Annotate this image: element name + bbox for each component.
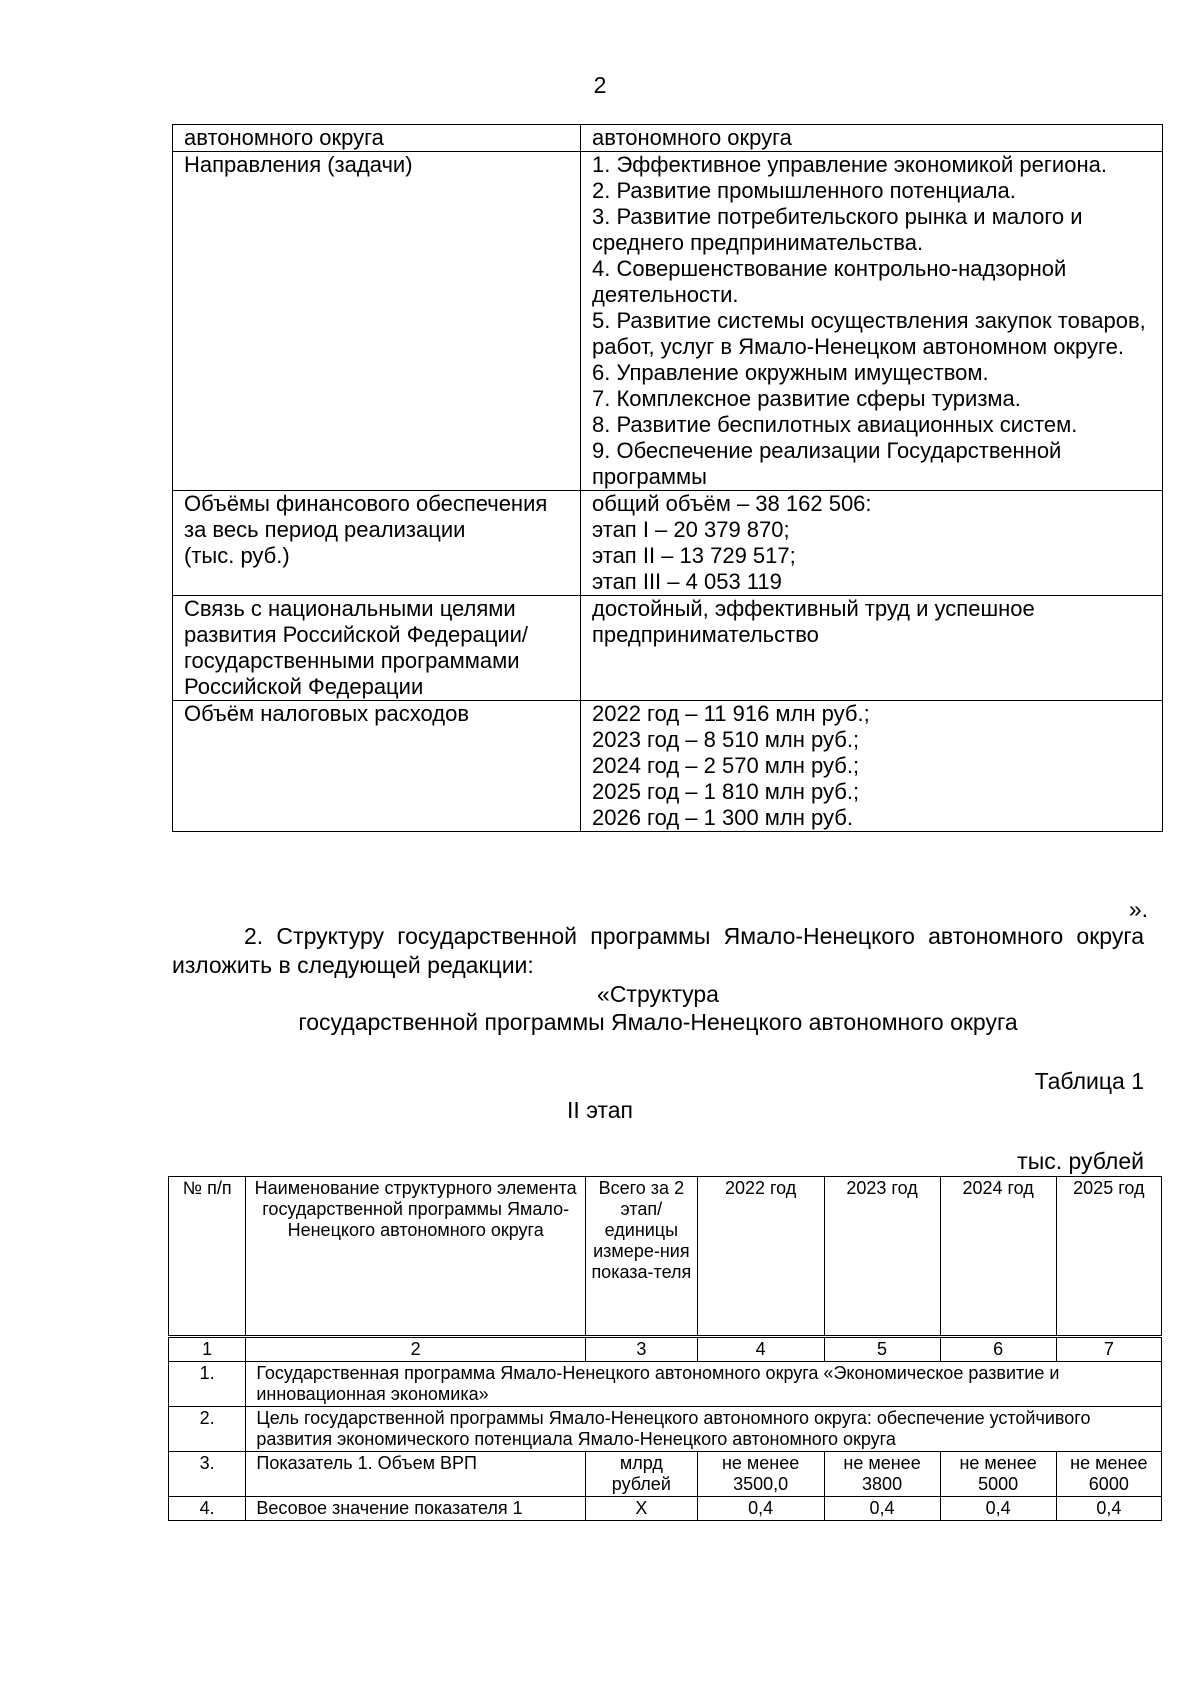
value-2024-cell: 0,4	[940, 1497, 1056, 1521]
value-2022-cell: не менее 3500,0	[697, 1452, 824, 1497]
passport-label-cell	[173, 596, 581, 701]
passport-value-line: этап II – 13 729 517;	[592, 543, 796, 568]
passport-value-line: 3. Развитие потребительского рынка и малого и среднего предпринимательства.	[592, 204, 1083, 255]
structure-header-row	[169, 1177, 1162, 1337]
passport-row	[173, 491, 1163, 596]
header-cell-name: Наименование структурного элемента государственной программы Ямало-Ненецкого автономного округа	[246, 1177, 586, 1337]
column-number: 6	[940, 1337, 1056, 1362]
header-cell-total: Всего за 2 этап/ единицы измере-ния показа-теля	[585, 1177, 697, 1337]
structure-heading-line2: государственной программы Ямало-Ненецкого автономного округа	[298, 1009, 1018, 1035]
passport-value-line: 7. Комплексное развитие сферы туризма.	[592, 386, 1021, 411]
program-name-cell: Государственная программа Ямало-Ненецкого автономного округа «Экономическое развитие и инновационная экономика»	[246, 1362, 1162, 1407]
column-number: 3	[585, 1337, 697, 1362]
header-cell-2022: 2022 год	[697, 1177, 824, 1337]
passport-value-line: 8. Развитие беспилотных авиационных систем.	[592, 412, 1078, 437]
row-number: 3.	[169, 1452, 246, 1497]
passport-label-line: Направления (задачи)	[184, 152, 413, 177]
passport-label-line: Связь с национальными целями развития Российской Федерации/ государственными программами Российской Федерации	[184, 596, 529, 699]
passport-value-line: 2024 год – 2 570 млн руб.;	[592, 753, 860, 778]
passport-value-cell	[581, 125, 1163, 152]
passport-value-line: 9. Обеспечение реализации Государственной программы	[592, 438, 1062, 489]
passport-value-line: достойный, эффективный труд и успешное предпринимательство	[592, 596, 1035, 647]
units-label: тыс. рублей	[1017, 1148, 1144, 1174]
passport-value-line: 2023 год – 8 510 млн руб.;	[592, 727, 860, 752]
table-row	[169, 1452, 1162, 1497]
passport-label-cell	[173, 701, 581, 832]
value-2024-cell: не менее 5000	[940, 1452, 1056, 1497]
structure-heading-line1: «Структура	[597, 981, 719, 1007]
passport-value-line: 2025 год – 1 810 млн руб.;	[592, 779, 860, 804]
header-cell-number: № п/п	[169, 1177, 246, 1337]
column-number-row	[169, 1337, 1162, 1362]
value-2025-cell: 0,4	[1056, 1497, 1161, 1521]
passport-label-cell	[173, 152, 581, 491]
passport-value-line: общий объём – 38 162 506:	[592, 491, 872, 516]
amendment-paragraph: 2. Структуру государственной программы Ямало-Ненецкого автономного округа изложить в следующей редакции:	[172, 923, 1144, 978]
passport-value-line: 2022 год – 11 916 млн руб.;	[592, 701, 870, 726]
value-2023-cell: не менее 3800	[824, 1452, 940, 1497]
units-cell: млрд рублей	[585, 1452, 697, 1497]
passport-row	[173, 152, 1163, 491]
header-cell-2023: 2023 год	[824, 1177, 940, 1337]
structure-table	[168, 1176, 1162, 1521]
passport-label-cell	[173, 491, 581, 596]
passport-row	[173, 596, 1163, 701]
header-cell-2025: 2025 год	[1056, 1177, 1161, 1337]
table-row	[169, 1407, 1162, 1452]
value-2023-cell: 0,4	[824, 1497, 940, 1521]
page-number: 2	[593, 72, 607, 98]
column-number: 7	[1056, 1337, 1161, 1362]
indicator-name-cell: Показатель 1. Объем ВРП	[246, 1452, 586, 1497]
passport-value-line: 5. Развитие системы осуществления закупок товаров, работ, услуг в Ямало-Ненецком автономном округе.	[592, 308, 1146, 359]
passport-label-line: (тыс. руб.)	[184, 543, 290, 568]
value-2025-cell: не менее 6000	[1056, 1452, 1161, 1497]
passport-value-cell	[581, 491, 1163, 596]
passport-row	[173, 701, 1163, 832]
passport-label-line: Объём налоговых расходов	[184, 701, 470, 726]
passport-label-cell	[173, 125, 581, 152]
table-label: Таблица 1	[1034, 1068, 1144, 1094]
passport-value-line: 4. Совершенствование контрольно-надзорной деятельности.	[592, 256, 1067, 307]
passport-value-line: этап III – 4 053 119	[592, 569, 782, 594]
column-number: 2	[246, 1337, 586, 1362]
passport-value-cell	[581, 152, 1163, 491]
passport-row	[173, 125, 1163, 152]
passport-value-line: 1. Эффективное управление экономикой региона.	[592, 152, 1107, 177]
passport-value-line: автономного округа	[592, 125, 792, 150]
units-cell: Х	[585, 1497, 697, 1521]
indicator-weight-cell: Весовое значение показателя 1	[246, 1497, 586, 1521]
passport-table	[172, 124, 1163, 832]
stage-label: II этап	[567, 1097, 633, 1123]
passport-value-cell	[581, 596, 1163, 701]
column-number: 4	[697, 1337, 824, 1362]
table-row	[169, 1497, 1162, 1521]
passport-value-line: 6. Управление окружным имуществом.	[592, 360, 989, 385]
row-number: 2.	[169, 1407, 246, 1452]
table-row	[169, 1362, 1162, 1407]
row-number: 1.	[169, 1362, 246, 1407]
program-goal-cell: Цель государственной программы Ямало-Ненецкого автономного округа: обеспечение устойчивого развития экономического потенциала Ямало-Ненецкого автономного округа	[246, 1407, 1162, 1452]
row-number: 4.	[169, 1497, 246, 1521]
column-number: 5	[824, 1337, 940, 1362]
passport-value-line: 2026 год – 1 300 млн руб.	[592, 805, 853, 830]
passport-value-cell	[581, 701, 1163, 832]
passport-label-line: автономного округа	[184, 125, 384, 150]
passport-value-line: 2. Развитие промышленного потенциала.	[592, 178, 1016, 203]
passport-value-line: этап I – 20 379 870;	[592, 517, 790, 542]
quote-close: ».	[1128, 896, 1148, 922]
header-cell-2024: 2024 год	[940, 1177, 1056, 1337]
passport-label-line: Объёмы финансового обеспечения за весь период реализации	[184, 491, 548, 542]
column-number: 1	[169, 1337, 246, 1362]
value-2022-cell: 0,4	[697, 1497, 824, 1521]
